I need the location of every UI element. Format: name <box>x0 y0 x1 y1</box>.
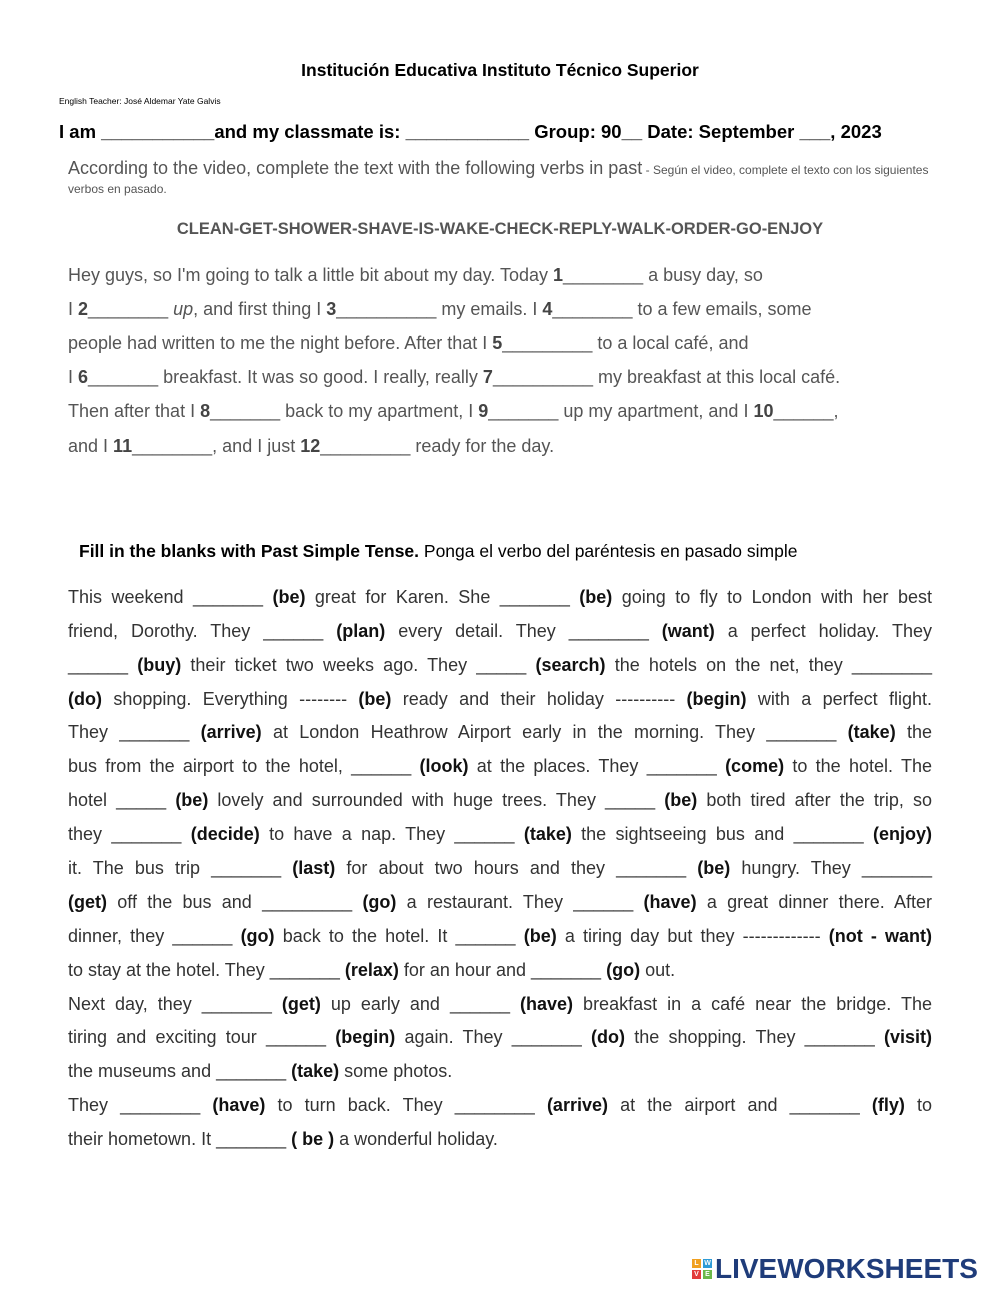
ex1-line: and I 11________, and I just 12_________ ready for the day. <box>68 436 555 456</box>
verb-hint: (be) <box>579 587 613 607</box>
ex2-line: dinner, they ______ (go) back to the hotel. It ______ (be) a tiring day but they ------------- (not - want) <box>68 926 932 946</box>
school-title: Institución Educativa Instituto Técnico Superior <box>301 60 699 80</box>
ex2-line: ______ (buy) their ticket two weeks ago. They _____ (search) the hotels on the net, they ________ <box>68 655 932 675</box>
ex2-line: hotel _____ (be) lovely and surrounded with huge trees. They _____ (be) both tired after the trip, so <box>68 790 932 810</box>
instruction-spanish: - Según el video, complete el texto con los siguientes verbos en pasado. <box>68 163 929 196</box>
logo-square: L <box>692 1259 701 1268</box>
ex2-line: their hometown. It _______ ( be ) a wonderful holiday. <box>68 1129 498 1149</box>
instruction-english: According to the video, complete the text with the following verbs in past <box>68 158 643 178</box>
verb-hint: (be) <box>697 858 731 878</box>
blank-number[interactable]: 9 <box>478 401 489 421</box>
ex2-line: (do) shopping. Everything -------- (be) ready and their holiday ---------- (begin) with a perfect flight. <box>68 689 932 709</box>
ex1-line: Then after that I 8_______ back to my apartment, I 9_______ up my apartment, and I 10______, <box>68 401 839 421</box>
verb-hint: (decide) <box>190 824 260 844</box>
ex1-line: I 6_______ breakfast. It was so good. I really, really 7__________ my breakfast at this local café. <box>68 367 841 387</box>
student-info-line: I am ___________and my classmate is: ____________ Group: 90__ Date: September ___, 2023 <box>59 121 882 142</box>
verb-hint: (search) <box>535 655 606 675</box>
blank-number[interactable]: 2 <box>78 299 89 319</box>
liveworksheets-logo <box>692 1254 978 1284</box>
blank-number[interactable]: 6 <box>78 367 89 387</box>
ex2-line: They _______ (arrive) at London Heathrow Airport early in the morning. They _______ (take) the <box>68 722 932 742</box>
exercise1-instruction <box>68 160 938 198</box>
ex1-line: Hey guys, so I'm going to talk a little bit about my day. Today 1________ a busy day, so <box>68 265 763 285</box>
verb-hint: (want) <box>661 621 715 641</box>
logo-square: V <box>692 1270 701 1279</box>
blank-number[interactable]: 1 <box>553 265 564 285</box>
blank-number[interactable]: 3 <box>326 299 337 319</box>
verb-hint: (take) <box>847 722 896 742</box>
verb-hint: ( be ) <box>291 1129 335 1149</box>
ex2-line: They ________ (have) to turn back. They ________ (arrive) at the airport and _______ (fly) to <box>68 1095 933 1115</box>
verb-hint: (go) <box>362 892 397 912</box>
ex1-line: people had written to me the night before. After that I 5_________ to a local café, and <box>68 333 749 353</box>
ex1-line: I 2________ up, and first thing I 3__________ my emails. I 4________ to a few emails, some <box>68 299 812 319</box>
verb-hint: (take) <box>291 1061 340 1081</box>
ex2-line: they _______ (decide) to have a nap. They ______ (take) the sightseeing bus and _______ (enjoy) <box>68 824 932 844</box>
verb-hint: (have) <box>643 892 697 912</box>
verb-hint: (be) <box>358 689 392 709</box>
blank-number[interactable]: 12 <box>300 436 321 456</box>
logo-text: LIVEWORKSHEETS <box>715 1253 978 1284</box>
verb-hint: (be) <box>664 790 698 810</box>
verb-hint: (look) <box>419 756 469 776</box>
verb-hint: (go) <box>606 960 641 980</box>
verb-hint: (do) <box>591 1027 625 1047</box>
verb-hint: (arrive) <box>546 1095 608 1115</box>
logo-square: E <box>703 1270 712 1279</box>
verb-hint: (have) <box>520 994 574 1014</box>
blank-number[interactable]: 5 <box>492 333 503 353</box>
ex2-line: the museums and _______ (take) some photos. <box>68 1061 453 1081</box>
verb-hint: (fly) <box>871 1095 905 1115</box>
verb-hint: (get) <box>281 994 321 1014</box>
blank-number[interactable]: 7 <box>482 367 493 387</box>
verb-hint: (get) <box>68 892 107 912</box>
verb-hint: (come) <box>725 756 785 776</box>
verb-hint: (enjoy) <box>872 824 932 844</box>
verb-hint: (relax) <box>344 960 399 980</box>
verb-hint: (go) <box>240 926 275 946</box>
verb-hint: (be) <box>523 926 557 946</box>
verb-hint: (have) <box>212 1095 266 1115</box>
teacher-name: English Teacher: José Aldemar Yate Galvis <box>59 96 221 106</box>
ex2-line: friend, Dorothy. They ______ (plan) every detail. They ________ (want) a perfect holiday. They <box>68 621 932 641</box>
verb-hint: (buy) <box>137 655 182 675</box>
logo-square: W <box>704 1260 711 1267</box>
ex2-line: Next day, they _______ (get) up early and ______ (have) breakfast in a café near the bridge. The <box>68 994 932 1014</box>
verb-hint: (begin) <box>686 689 747 709</box>
ex2-line: bus from the airport to the hotel, ______ (look) at the places. They _______ (come) to the hotel. The <box>68 756 932 776</box>
verb-hint: (begin) <box>335 1027 396 1047</box>
verb-hint: (take) <box>523 824 572 844</box>
blank-number[interactable]: 8 <box>200 401 211 421</box>
blank-number[interactable]: 11 <box>113 436 133 456</box>
blank-number[interactable]: 4 <box>542 299 553 319</box>
ex2-line: to stay at the hotel. They _______ (relax) for an hour and _______ (go) out. <box>68 960 676 980</box>
verb-list: CLEAN-GET-SHOWER-SHAVE-IS-WAKE-CHECK-REPLY-WALK-ORDER-GO-ENJOY <box>176 220 824 238</box>
exercise2-title: Fill in the blanks with Past Simple Tense. Ponga el verbo del paréntesis en pasado simple <box>79 541 798 561</box>
ex2-line: tiring and exciting tour ______ (begin) again. They _______ (do) the shopping. They _______ (visit) <box>68 1027 932 1047</box>
verb-hint: (not - want) <box>828 926 932 946</box>
ex2-line: (get) off the bus and _________ (go) a restaurant. They ______ (have) a great dinner there. After <box>68 892 932 912</box>
verb-hint: (be) <box>272 587 306 607</box>
verb-hint: (arrive) <box>200 722 262 742</box>
verb-hint: (be) <box>175 790 209 810</box>
ex2-line: it. The bus trip _______ (last) for about two hours and they _______ (be) hungry. They _______ <box>68 858 932 878</box>
verb-hint: (visit) <box>883 1027 932 1047</box>
verb-hint: (last) <box>292 858 336 878</box>
logo-mark-icon <box>692 1259 712 1279</box>
blank-number[interactable]: 10 <box>753 401 774 421</box>
ex2-line: This weekend _______ (be) great for Karen. She _______ (be) going to fly to London with her best <box>68 587 933 607</box>
verb-hint: (do) <box>68 689 102 709</box>
verb-hint: (plan) <box>336 621 386 641</box>
